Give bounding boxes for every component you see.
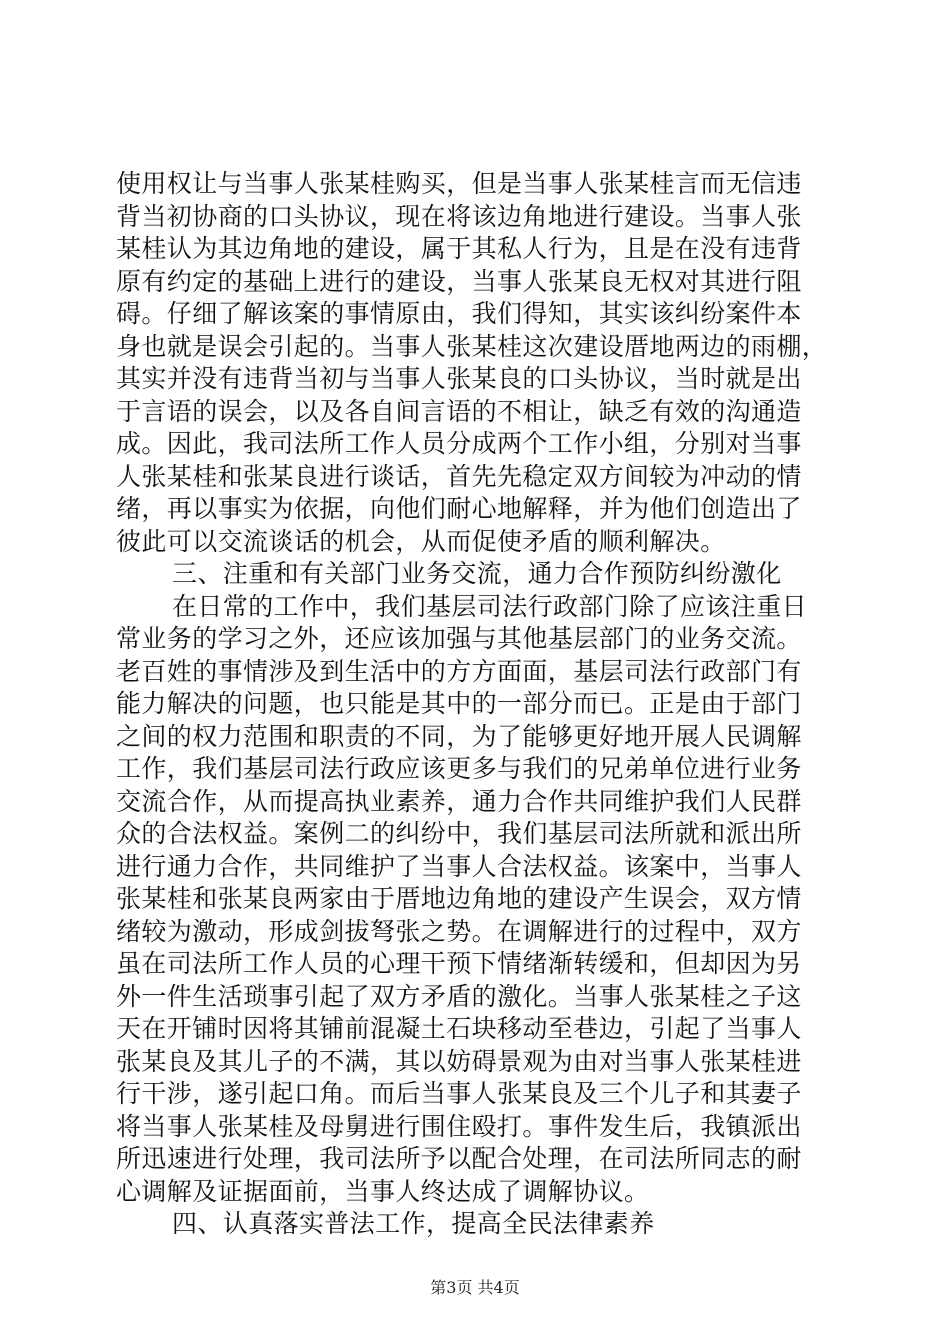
text-line: 工作，我们基层司法行政应该更多与我们的兄弟单位进行业务 — [116, 754, 802, 783]
text-line: 背当初协商的口头协议，现在将该边角地进行建设。当事人张 — [116, 201, 802, 231]
text-line: 于言语的误会，以及各自间言语的不相让，缺乏有效的沟通造 — [116, 396, 802, 426]
text-line: 彼此可以交流谈话的机会，从而促使矛盾的顺利解决。 — [116, 526, 726, 556]
text-line: 所迅速进行处理，我司法所予以配合处理，在司法所同志的耐 — [116, 1144, 802, 1173]
text-line: 身也就是误会引起的。当事人张某桂这次建设厝地两边的雨棚， — [116, 331, 828, 361]
text-line: 张某桂和张某良两家由于厝地边角地的建设产生误会，双方情 — [116, 884, 802, 913]
text-line: 绪，再以事实为依据，向他们耐心地解释，并为他们创造出了 — [116, 494, 802, 523]
section-heading-4: 四、认真落实普法工作，提高全民法律素养 — [172, 1209, 655, 1238]
text-line: 使用权让与当事人张某桂购买，但是当事人张某桂言而无信违 — [116, 169, 802, 198]
text-line: 将当事人张某桂及母舅进行围住殴打。事件发生后，我镇派出 — [116, 1111, 802, 1141]
text-line: 心调解及证据面前，当事人终达成了调解协议。 — [116, 1176, 650, 1206]
text-line: 其实并没有违背当初与当事人张某良的口头协议，当时就是出 — [116, 364, 802, 393]
text-line: 能力解决的问题，也只能是其中的一部分而已。正是由于部门 — [116, 689, 802, 718]
page-footer: 第3页 共4页 — [430, 1278, 520, 1297]
text-line: 绪较为激动，形成剑拔弩张之势。在调解进行的过程中，双方 — [116, 916, 802, 946]
text-line: 成。因此，我司法所工作人员分成两个工作小组，分别对当事 — [116, 429, 802, 458]
text-line: 虽在司法所工作人员的心理干预下情绪渐转缓和，但却因为另 — [116, 949, 802, 978]
text-line: 人张某桂和张某良进行谈话，首先先稳定双方间较为冲动的情 — [116, 461, 802, 491]
text-line: 天在开铺时因将其铺前混凝土石块移动至巷边，引起了当事人 — [116, 1014, 802, 1043]
text-line: 行干涉，遂引起口角。而后当事人张某良及三个儿子和其妻子 — [116, 1079, 802, 1108]
text-line: 碍。仔细了解该案的事情原由，我们得知，其实该纠纷案件本 — [116, 299, 802, 328]
text-line: 某桂认为其边角地的建设，属于其私人行为，且是在没有违背 — [116, 234, 802, 263]
text-line: 之间的权力范围和职责的不同，为了能够更好地开展人民调解 — [116, 721, 802, 751]
text-line: 交流合作，从而提高执业素养，通力合作共同维护我们人民群 — [116, 786, 802, 816]
text-line: 老百姓的事情涉及到生活中的方方面面，基层司法行政部门有 — [116, 656, 802, 686]
body-text — [116, 168, 836, 1241]
section-heading-3: 三、注重和有关部门业务交流，通力合作预防纠纷激化 — [172, 559, 782, 588]
paragraph-first-line: 在日常的工作中，我们基层司法行政部门除了应该注重日 — [172, 591, 808, 621]
text-line: 进行通力合作，共同维护了当事人合法权益。该案中，当事人 — [116, 851, 802, 881]
text-line: 常业务的学习之外，还应该加强与其他基层部门的业务交流。 — [116, 624, 802, 653]
text-line: 众的合法权益。案例二的纠纷中，我们基层司法所就和派出所 — [116, 819, 802, 848]
text-line: 张某良及其儿子的不满，其以妨碍景观为由对当事人张某桂进 — [116, 1046, 802, 1076]
text-line: 原有约定的基础上进行的建设，当事人张某良无权对其进行阻 — [116, 266, 802, 296]
text-line: 外一件生活琐事引起了双方矛盾的激化。当事人张某桂之子这 — [116, 981, 802, 1011]
